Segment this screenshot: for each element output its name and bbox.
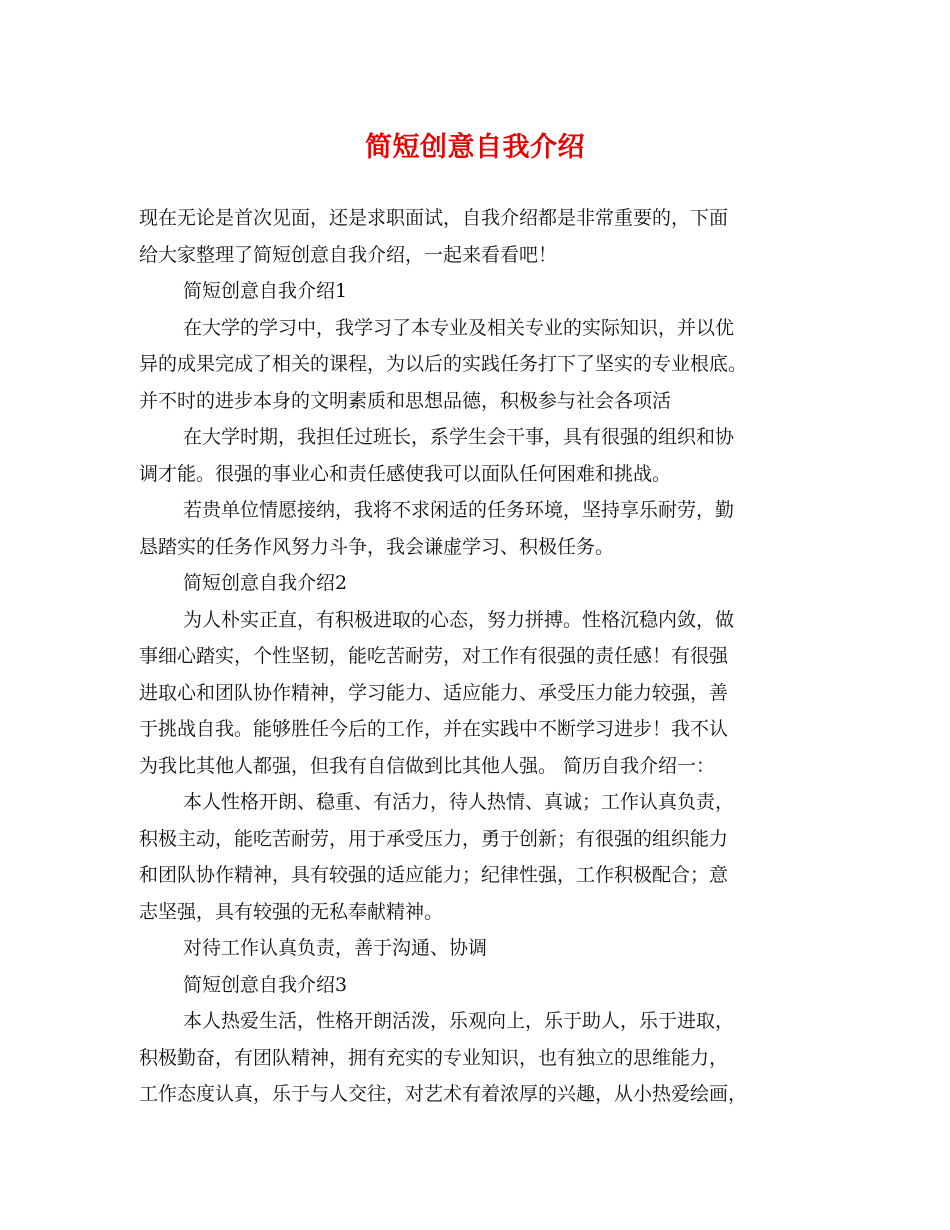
text-line: 给大家整理了简短创意自我介绍，一起来看看吧！: [139, 243, 558, 266]
text-line: 积极主动，能吃苦耐劳，用于承受压力，勇于创新；有很强的组织能力: [139, 827, 729, 850]
text-line: 工作态度认真，乐于与人交往，对艺术有着浓厚的兴趣，从小热爱绘画，: [139, 1083, 748, 1105]
text-line: 在大学时期，我担任过班长，系学生会干事，具有很强的组织和协: [183, 426, 735, 448]
text-line: 进取心和团队协作精神，学习能力、适应能力、承受压力能力较强，善: [139, 681, 729, 704]
text-line: 若贵单位情愿接纳，我将不求闲适的任务环境，坚持享乐耐劳，勤: [183, 499, 735, 521]
text-line: 本人性格开朗、稳重、有活力，待人热情、真诚；工作认真负责，: [183, 791, 735, 813]
text-line: 简短创意自我介绍1: [183, 280, 348, 302]
text-line: 和团队协作精神，具有较强的适应能力；纪律性强，工作积极配合；意: [139, 864, 729, 886]
text-line: 事细心踏实，个性坚韧，能吃苦耐劳，对工作有很强的责任感！有很强: [139, 645, 729, 667]
text-line: 对待工作认真负责，善于沟通、协调: [183, 937, 488, 959]
text-line: 在大学的学习中，我学习了本专业及相关专业的实际知识，并以优: [183, 316, 735, 339]
text-line: 简短创意自我介绍2: [183, 572, 348, 594]
text-line: 调才能。很强的事业心和责任感使我可以面队任何困难和挑战。: [139, 462, 672, 485]
document-body: [139, 200, 819, 1113]
text-line: 并不时的进步本身的文明素质和思想品德，积极参与社会各项活: [139, 389, 672, 412]
document-title: 简短创意自我介绍: [365, 132, 585, 163]
text-line: 现在无论是首次见面，还是求职面试，自我介绍都是非常重要的，下面: [139, 207, 729, 229]
text-line: 恳踏实的任务作风努力斗争，我会谦虚学习、积极任务。: [139, 535, 615, 558]
text-line: 本人热爱生活，性格开朗活泼，乐观向上，乐于助人，乐于进取，: [183, 1010, 735, 1032]
text-line: 为人朴实正直，有积极进取的心态，努力拼搏。性格沉稳内敛，做: [183, 608, 735, 631]
text-line: 积极勤奋，有团队精神，拥有充实的专业知识，也有独立的思维能力，: [139, 1046, 729, 1069]
text-line: 简短创意自我介绍3: [183, 973, 348, 996]
text-line: 志坚强，具有较强的无私奉献精神。: [139, 900, 444, 923]
text-line: 于挑战自我。能够胜任今后的工作，并在实践中不断学习进步！我不认: [139, 718, 729, 740]
text-line: 异的成果完成了相关的课程，为以后的实践任务打下了坚实的专业根底。: [139, 353, 748, 375]
text-line: 为我比其他人都强，但我有自信做到比其他人强。 简历自我介绍一：: [139, 754, 716, 777]
